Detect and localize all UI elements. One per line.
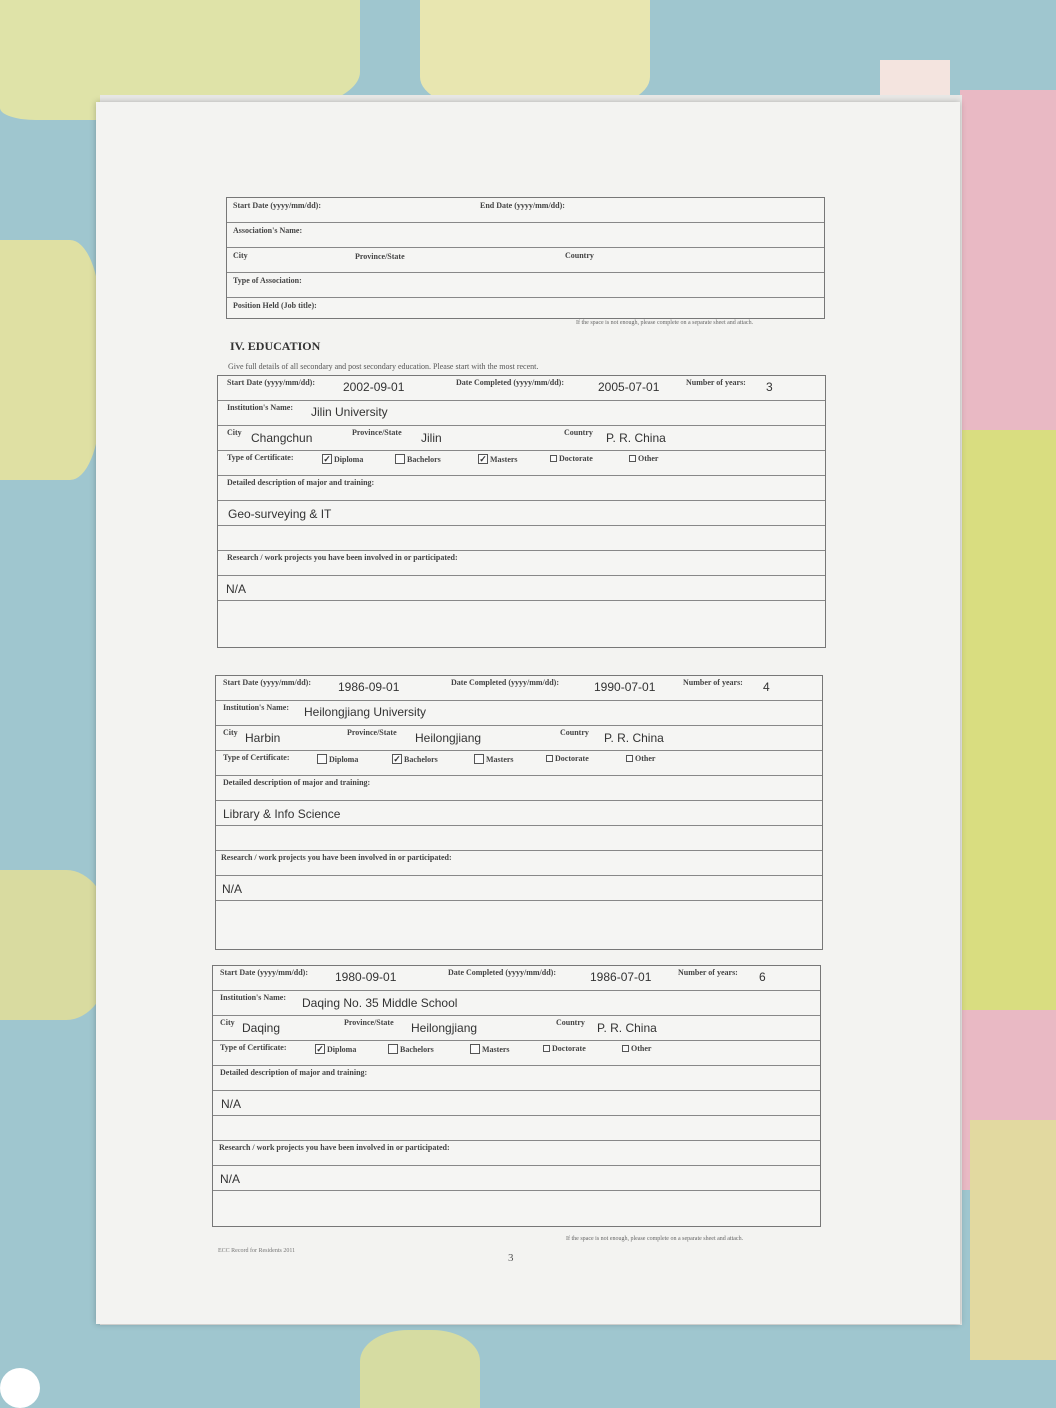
research-value: N/A	[220, 1172, 241, 1186]
start-date-label: Start Date (yyyy/mm/dd):	[233, 201, 321, 210]
institution-row	[216, 701, 822, 726]
certificate-label: Type of Certificate:	[227, 453, 294, 462]
major-value-row	[218, 501, 825, 526]
research-label: Research / work projects you have been involved in or participated:	[221, 853, 452, 862]
years-value: 4	[763, 680, 770, 694]
date-completed-value: 1986-07-01	[590, 970, 652, 984]
province-label: Province/State	[347, 728, 397, 737]
doctorate-checkbox[interactable]: Doctorate	[546, 754, 589, 763]
masters-checkbox[interactable]: ✓ Masters	[479, 454, 518, 464]
page-number: 3	[508, 1252, 514, 1264]
institution-value: Daqing No. 35 Middle School	[302, 996, 458, 1010]
end-date-label: End Date (yyyy/mm/dd):	[480, 201, 565, 210]
years-value: 6	[759, 970, 766, 984]
association-table	[226, 197, 825, 319]
other-checkbox[interactable]: Other	[626, 754, 655, 763]
major-label: Detailed description of major and training:	[220, 1068, 368, 1077]
date-completed-label: Date Completed (yyyy/mm/dd):	[456, 378, 564, 387]
section-heading: IV. EDUCATION	[230, 339, 321, 353]
dates-row	[216, 676, 822, 701]
start-date-value: 2002-09-01	[343, 380, 405, 394]
education-note: If the space is not enough, please complete on a separate sheet and attach.	[566, 1236, 744, 1242]
province-value: Heilongjiang	[415, 731, 482, 745]
masters-checkbox[interactable]: Masters	[470, 1044, 510, 1054]
province-label: Province/State	[344, 1018, 394, 1027]
city-label: City	[220, 1018, 235, 1027]
city-label: City	[227, 428, 242, 437]
research-value: N/A	[226, 582, 247, 596]
institution-label: Institution's Name:	[223, 703, 290, 712]
diploma-checkbox[interactable]: ✓ Diploma	[316, 1044, 357, 1054]
province-label: Province/State	[355, 252, 405, 261]
date-completed-value: 1990-07-01	[594, 680, 656, 694]
years-label: Number of years:	[678, 968, 738, 977]
start-date-label: Start Date (yyyy/mm/dd):	[223, 678, 311, 687]
city-label: City	[233, 251, 248, 260]
blank-row	[216, 826, 822, 851]
blank-row	[216, 901, 822, 925]
start-date-value: 1980-09-01	[335, 970, 397, 984]
association-note: If the space is not enough, please complete on a separate sheet and attach.	[576, 320, 754, 326]
date-completed-label: Date Completed (yyyy/mm/dd):	[448, 968, 556, 977]
research-value-row	[213, 1166, 820, 1191]
major-label: Detailed description of major and training:	[223, 778, 371, 787]
doctorate-checkbox[interactable]: Doctorate	[543, 1044, 586, 1053]
education-entry	[217, 375, 826, 648]
bachelors-checkbox[interactable]: ✓ Bachelors	[393, 754, 438, 764]
position-label: Position Held (Job title):	[233, 301, 317, 310]
association-date-row	[227, 198, 824, 223]
major-value-row	[213, 1091, 820, 1116]
start-date-value: 1986-09-01	[338, 680, 400, 694]
date-completed-label: Date Completed (yyyy/mm/dd):	[451, 678, 559, 687]
country-label: Country	[556, 1018, 585, 1027]
institution-row	[213, 991, 820, 1016]
city-value: Changchun	[251, 431, 313, 445]
city-label: City	[223, 728, 238, 737]
research-label: Research / work projects you have been involved in or participated:	[219, 1143, 450, 1152]
research-value-row	[216, 876, 822, 901]
institution-value: Jilin University	[311, 405, 388, 419]
dates-row	[213, 966, 820, 991]
association-location-row	[227, 248, 824, 273]
research-label-row	[218, 551, 825, 576]
major-label-row	[213, 1066, 820, 1091]
research-value-row	[218, 576, 825, 601]
location-row	[213, 1016, 820, 1041]
country-value: P. R. China	[606, 431, 666, 445]
bachelors-checkbox[interactable]: Bachelors	[395, 454, 441, 464]
major-value: N/A	[221, 1097, 242, 1111]
institution-label: Institution's Name:	[220, 993, 287, 1002]
years-value: 3	[766, 380, 773, 394]
city-value: Daqing	[242, 1021, 281, 1035]
years-label: Number of years:	[683, 678, 743, 687]
city-value: Harbin	[245, 731, 281, 745]
diploma-checkbox[interactable]: ✓ Diploma	[323, 454, 364, 464]
institution-row	[218, 401, 825, 426]
education-entry	[212, 965, 821, 1227]
province-value: Jilin	[421, 431, 442, 445]
section-instruction: Give full details of all secondary and post secondary education. Please start with the most recent.	[228, 362, 539, 371]
association-type-row	[227, 273, 824, 298]
major-value: Geo-surveying & IT	[228, 507, 332, 521]
country-label: Country	[564, 428, 593, 437]
major-label-row	[216, 776, 822, 801]
dates-row	[218, 376, 825, 401]
research-label-row	[216, 851, 822, 876]
certificate-row	[216, 751, 822, 776]
blank-row	[218, 526, 825, 551]
blank-row	[213, 1116, 820, 1141]
association-position-row	[227, 298, 824, 322]
major-label: Detailed description of major and training:	[227, 478, 375, 487]
diploma-checkbox[interactable]: Diploma	[317, 754, 358, 764]
country-value: P. R. China	[597, 1021, 657, 1035]
institution-label: Institution's Name:	[227, 403, 294, 412]
association-name-row	[227, 223, 824, 248]
years-label: Number of years:	[686, 378, 746, 387]
country-label: Country	[560, 728, 589, 737]
major-value: Library & Info Science	[223, 807, 341, 821]
country-label: Country	[565, 251, 594, 260]
other-checkbox[interactable]: Other	[629, 454, 658, 463]
association-type-label: Type of Association:	[233, 276, 302, 285]
doctorate-checkbox[interactable]: Doctorate	[550, 454, 593, 463]
blank-row	[218, 601, 825, 625]
research-value: N/A	[222, 882, 243, 896]
institution-value: Heilongjiang University	[304, 705, 427, 719]
certificate-row	[213, 1041, 820, 1066]
masters-checkbox[interactable]: Masters	[474, 754, 514, 764]
location-row	[216, 726, 822, 751]
association-name-label: Association's Name:	[233, 226, 303, 235]
province-label: Province/State	[352, 428, 402, 437]
footer-text: ECC Record for Residents 2011	[218, 1248, 296, 1254]
education-entry	[215, 675, 823, 950]
start-date-label: Start Date (yyyy/mm/dd):	[227, 378, 315, 387]
certificate-row	[218, 451, 825, 476]
country-value: P. R. China	[604, 731, 664, 745]
province-value: Heilongjiang	[411, 1021, 478, 1035]
other-checkbox[interactable]: Other	[622, 1044, 651, 1053]
date-completed-value: 2005-07-01	[598, 380, 660, 394]
certificate-label: Type of Certificate:	[220, 1043, 287, 1052]
location-row	[218, 426, 825, 451]
bachelors-checkbox[interactable]: Bachelors	[388, 1044, 434, 1054]
blank-row	[213, 1191, 820, 1215]
start-date-label: Start Date (yyyy/mm/dd):	[220, 968, 308, 977]
major-value-row	[216, 801, 822, 826]
research-label-row	[213, 1141, 820, 1166]
major-label-row	[218, 476, 825, 501]
research-label: Research / work projects you have been involved in or participated:	[227, 553, 458, 562]
certificate-label: Type of Certificate:	[223, 753, 290, 762]
